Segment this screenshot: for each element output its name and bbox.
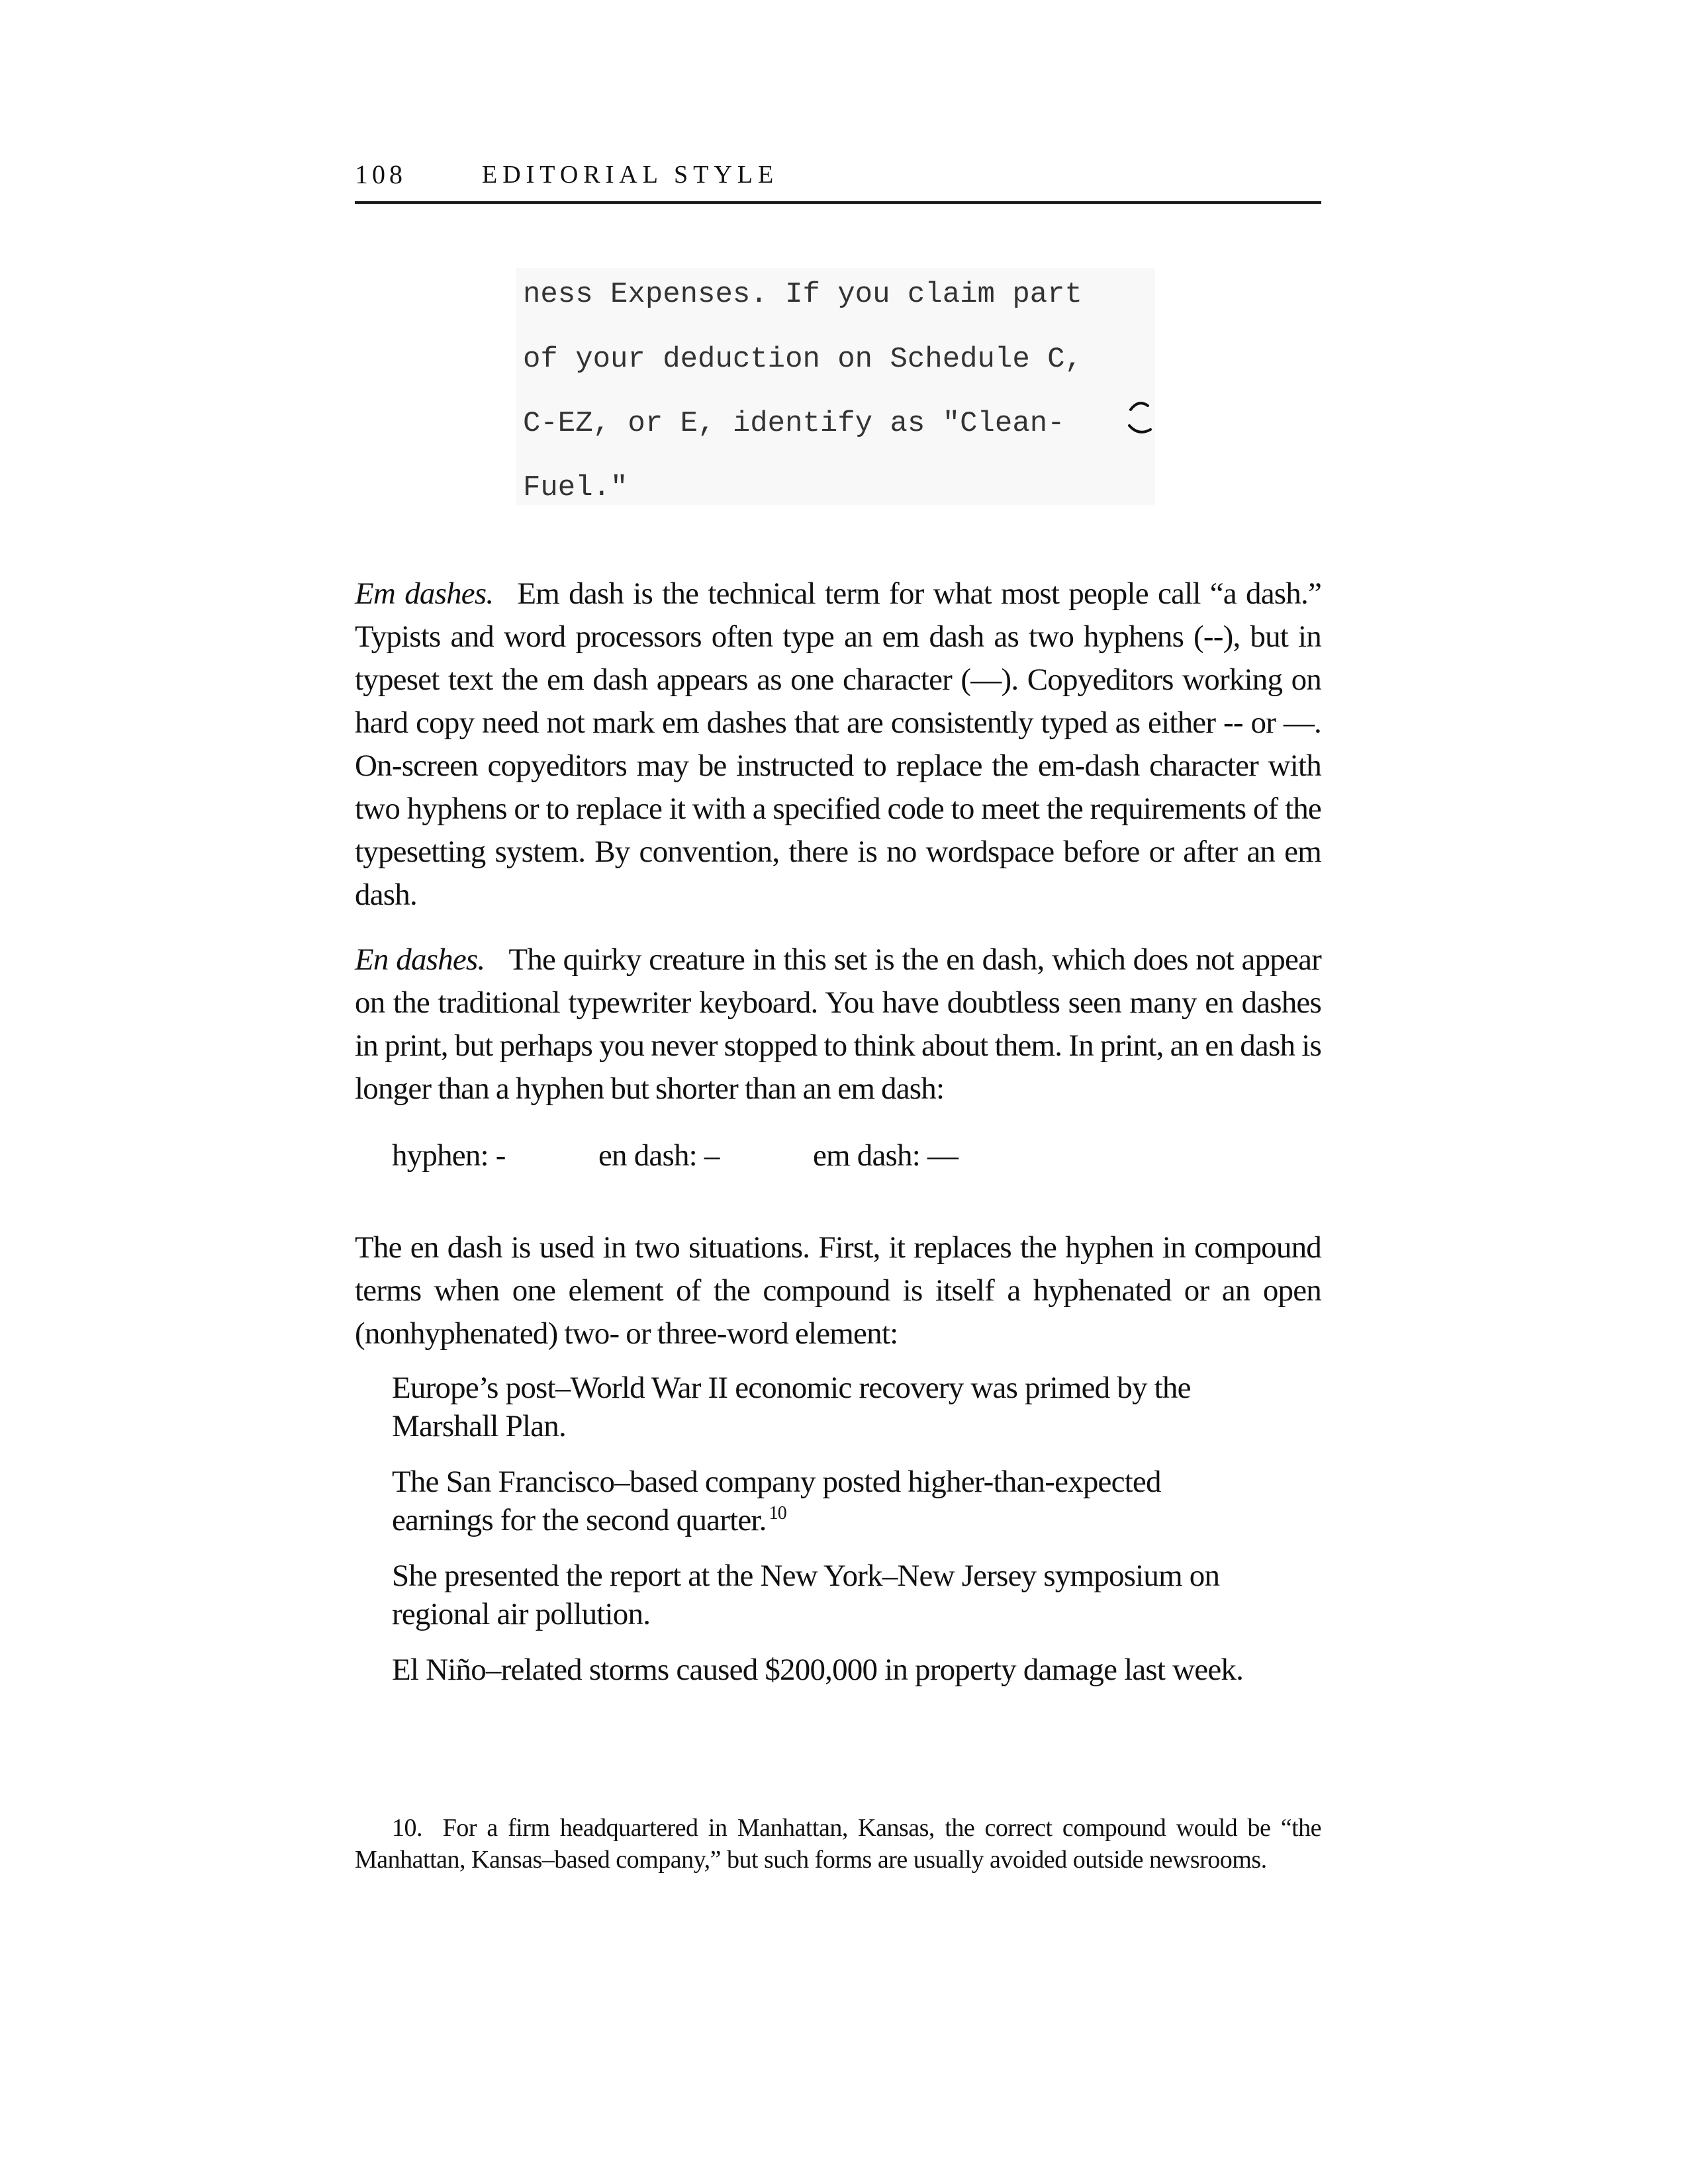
example-list [392, 1369, 1266, 1706]
footnote [355, 1812, 1321, 1876]
example-sentence: Europe’s post–World War II economic recovery was primed by the Marshall Plan. [392, 1371, 1191, 1443]
em-dashes-paragraph [355, 572, 1321, 917]
running-head-title: EDITORIAL STYLE [482, 161, 779, 189]
running-header [355, 156, 1321, 203]
em-dashes-text: Em dash is the technical term for what most people call “a dash.” Typists and word processors often type an em dash as two hyphens (--), but in typeset text the em dash appears as one character (—). Copyeditors working on hard copy need not mark em dashes that are consistently typed as either -- or —. On-screen copyeditors may be instructed to replace the em-dash character with two hyphens or to replace it with a specified code to meet the requirements of the typesetting system. By convention, there is no wordspace before or after an em dash. [355, 576, 1321, 912]
close-up-mark-icon [1127, 395, 1153, 441]
em-dashes-heading: Em dashes. [355, 576, 494, 611]
example-sentence: The San Francisco–based company posted higher-than-expected earnings for the second quarter. $^{10}$ [392, 1465, 1161, 1537]
example-sentence: El Niño–related storms caused $200,000 in property damage last week. [392, 1653, 1244, 1687]
typescript-line: Fuel." [523, 471, 628, 504]
em-dash-example: em dash: — [813, 1138, 959, 1173]
typescript-line: ness Expenses. If you claim part [523, 278, 1082, 311]
footnote-number: 10. [392, 1814, 422, 1842]
typescript-line: C-EZ, or E, identify as "Clean- [523, 407, 1065, 440]
typescript-facsimile [516, 268, 1155, 505]
en-dashes-paragraph [355, 938, 1321, 1111]
footnote-reference[interactable]: 10 [769, 1503, 787, 1524]
en-dashes-heading: En dashes. [355, 942, 485, 977]
hyphen-example: hyphen: - [392, 1138, 506, 1173]
footnote-text: For a firm headquartered in Manhattan, Kansas, the correct compound would be “the Manhattan, Kansas–based company,” but such forms are usually avoided outside newsrooms. [355, 1814, 1322, 1874]
page-number: 108 [355, 159, 406, 189]
header-rule [355, 201, 1321, 204]
en-dashes-text: The quirky creature in this set is the en dash, which does not appear on the traditional typewriter keyboard. You have doubtless seen many en dashes in print, but perhaps you never stopped to think about them. In print, an en dash is longer than a hyphen but shorter than an em dash: [355, 942, 1321, 1106]
en-dash-uses-paragraph: The en dash is used in two situations. First, it replaces the hyphen in compound terms when one element of the compound is itself a hyphenated or an open (nonhyphenated) two- or three-word element: [355, 1230, 1321, 1351]
en-dash-example: en dash: – [598, 1138, 720, 1173]
example-sentence: She presented the report at the New York–New Jersey symposium on regional air pollution. [392, 1559, 1220, 1631]
typescript-line: of your deduction on Schedule C, [523, 343, 1082, 376]
